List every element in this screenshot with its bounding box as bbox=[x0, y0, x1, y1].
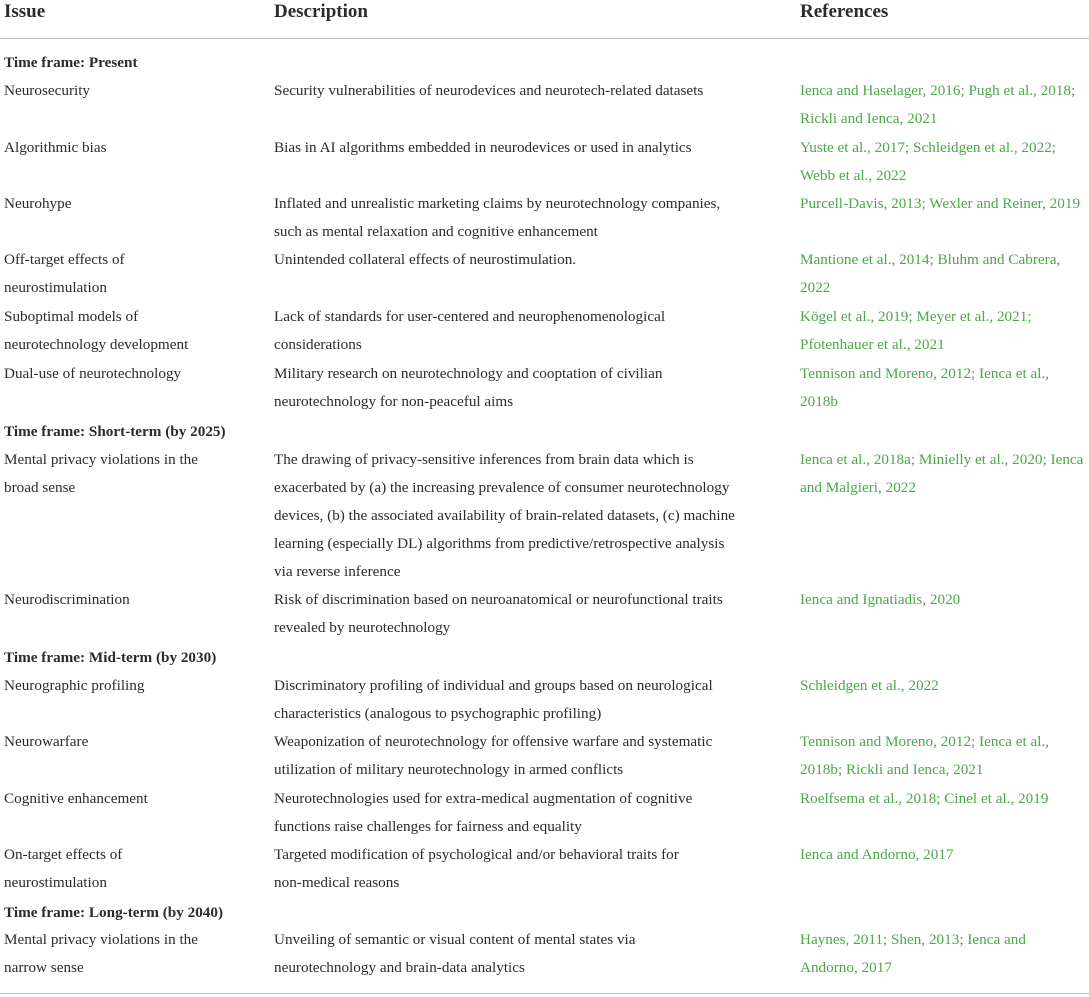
description-cell bbox=[274, 446, 774, 586]
desc-line: such as mental relaxation and cognitive enhancement bbox=[274, 223, 598, 240]
header-issue: Issue bbox=[4, 1, 46, 22]
description-cell bbox=[274, 841, 774, 897]
desc-line: exacerbated by (a) the increasing prevalence of consumer neurotechnology bbox=[274, 479, 730, 496]
refs-line[interactable]: Ienca and Haselager, 2016; Pugh et al., 2018; bbox=[800, 82, 1076, 99]
issue-cell bbox=[4, 134, 266, 162]
header-references: References bbox=[800, 1, 889, 22]
refs-line[interactable]: 2022 bbox=[800, 279, 831, 296]
issue-line: Suboptimal models of bbox=[4, 308, 139, 325]
refs-line[interactable]: 2018b; Rickli and Ienca, 2021 bbox=[800, 761, 984, 778]
references-cell[interactable] bbox=[800, 672, 1089, 700]
section-mid-term: Time frame: Mid-term (by 2030) bbox=[4, 649, 217, 666]
description-cell bbox=[274, 926, 774, 982]
desc-line: The drawing of privacy-sensitive inferences from brain data which is bbox=[274, 451, 694, 468]
description-cell bbox=[274, 134, 774, 162]
desc-line: learning (especially DL) algorithms from predictive/retrospective analysis bbox=[274, 535, 725, 552]
issue-cell bbox=[4, 246, 266, 302]
issue-cell bbox=[4, 841, 266, 897]
references-cell[interactable] bbox=[800, 728, 1089, 784]
refs-line[interactable]: Tennison and Moreno, 2012; Ienca et al., bbox=[800, 733, 1050, 750]
desc-line: non-medical reasons bbox=[274, 874, 400, 891]
issue-cell bbox=[4, 586, 266, 614]
desc-line: Neurotechnologies used for extra-medical augmentation of cognitive bbox=[274, 790, 693, 807]
references-cell[interactable] bbox=[800, 446, 1089, 502]
table-header bbox=[0, 0, 1089, 39]
description-cell bbox=[274, 360, 774, 416]
refs-line[interactable]: Schleidgen et al., 2022 bbox=[800, 677, 939, 694]
issue-cell bbox=[4, 360, 266, 388]
refs-line[interactable]: Ienca and Andorno, 2017 bbox=[800, 846, 954, 863]
issue-cell bbox=[4, 926, 266, 982]
references-cell[interactable] bbox=[800, 77, 1089, 133]
issue-line: Neurowarfare bbox=[4, 733, 89, 750]
section-present: Time frame: Present bbox=[4, 54, 138, 71]
issue-line: Mental privacy violations in the bbox=[4, 931, 199, 948]
references-cell[interactable] bbox=[800, 246, 1089, 302]
issue-cell bbox=[4, 446, 266, 502]
issue-line: neurostimulation bbox=[4, 874, 107, 891]
issue-line: Mental privacy violations in the bbox=[4, 451, 199, 468]
refs-line[interactable]: Tennison and Moreno, 2012; Ienca et al., bbox=[800, 365, 1050, 382]
desc-line: utilization of military neurotechnology in armed conflicts bbox=[274, 761, 624, 778]
desc-line: considerations bbox=[274, 336, 362, 353]
issue-line: Neurographic profiling bbox=[4, 677, 145, 694]
issue-line: On-target effects of bbox=[4, 846, 123, 863]
issue-line: Neurodiscrimination bbox=[4, 591, 130, 608]
description-cell bbox=[274, 728, 774, 784]
refs-line[interactable]: and Malgieri, 2022 bbox=[800, 479, 916, 496]
desc-line: Lack of standards for user-centered and neurophenomenological bbox=[274, 308, 666, 325]
issue-line: Dual-use of neurotechnology bbox=[4, 365, 182, 382]
refs-line[interactable]: Roelfsema et al., 2018; Cinel et al., 2019 bbox=[800, 790, 1049, 807]
references-cell[interactable] bbox=[800, 134, 1089, 190]
description-cell bbox=[274, 785, 774, 841]
references-cell[interactable] bbox=[800, 303, 1089, 359]
desc-line: Targeted modification of psychological and/or behavioral traits for bbox=[274, 846, 679, 863]
issue-cell bbox=[4, 728, 266, 756]
issue-cell bbox=[4, 77, 266, 105]
description-cell bbox=[274, 303, 774, 359]
issue-line: Off-target effects of bbox=[4, 251, 125, 268]
issue-line: broad sense bbox=[4, 479, 76, 496]
desc-line: Unintended collateral effects of neurostimulation. bbox=[274, 251, 577, 268]
desc-line: Bias in AI algorithms embedded in neurodevices or used in analytics bbox=[274, 139, 692, 156]
refs-line[interactable]: Kögel et al., 2019; Meyer et al., 2021; bbox=[800, 308, 1032, 325]
desc-line: via reverse inference bbox=[274, 563, 401, 580]
desc-line: revealed by neurotechnology bbox=[274, 619, 451, 636]
desc-line: Military research on neurotechnology and cooptation of civilian bbox=[274, 365, 663, 382]
description-cell bbox=[274, 190, 774, 246]
desc-line: functions raise challenges for fairness and equality bbox=[274, 818, 582, 835]
issue-line: neurostimulation bbox=[4, 279, 107, 296]
desc-line: neurotechnology and brain-data analytics bbox=[274, 959, 525, 976]
refs-line[interactable]: Pfotenhauer et al., 2021 bbox=[800, 336, 945, 353]
description-cell bbox=[274, 77, 774, 105]
refs-line[interactable]: Ienca and Ignatiadis, 2020 bbox=[800, 591, 961, 608]
desc-line: Unveiling of semantic or visual content of mental states via bbox=[274, 931, 636, 948]
issue-line: Neurosecurity bbox=[4, 82, 91, 99]
refs-line[interactable]: Webb et al., 2022 bbox=[800, 167, 907, 184]
refs-line[interactable]: Haynes, 2011; Shen, 2013; Ienca and bbox=[800, 931, 1026, 948]
references-cell[interactable] bbox=[800, 360, 1089, 416]
desc-line: Security vulnerabilities of neurodevices and neurotech-related datasets bbox=[274, 82, 704, 99]
section-long-term: Time frame: Long-term (by 2040) bbox=[4, 904, 224, 921]
desc-line: Risk of discrimination based on neuroanatomical or neurofunctional traits bbox=[274, 591, 723, 608]
issue-line: Cognitive enhancement bbox=[4, 790, 148, 807]
issue-line: Algorithmic bias bbox=[4, 139, 107, 156]
description-cell bbox=[274, 246, 774, 274]
issue-line: Neurohype bbox=[4, 195, 72, 212]
refs-line[interactable]: Rickli and Ienca, 2021 bbox=[800, 110, 938, 127]
refs-line[interactable]: Purcell-Davis, 2013; Wexler and Reiner, 2019 bbox=[800, 195, 1081, 212]
desc-line: Inflated and unrealistic marketing claims by neurotechnology companies, bbox=[274, 195, 721, 212]
desc-line: Weaponization of neurotechnology for offensive warfare and systematic bbox=[274, 733, 713, 750]
refs-line[interactable]: 2018b bbox=[800, 393, 838, 410]
refs-line[interactable]: Andorno, 2017 bbox=[800, 959, 892, 976]
table-bottom-rule bbox=[0, 993, 1089, 994]
section-short-term: Time frame: Short-term (by 2025) bbox=[4, 423, 226, 440]
references-cell[interactable] bbox=[800, 926, 1089, 982]
references-cell[interactable] bbox=[800, 190, 1089, 218]
description-cell bbox=[274, 672, 774, 728]
issue-cell bbox=[4, 303, 266, 359]
issue-cell bbox=[4, 785, 266, 813]
desc-line: neurotechnology for non-peaceful aims bbox=[274, 393, 514, 410]
references-cell[interactable] bbox=[800, 586, 1089, 614]
refs-line[interactable]: Mantione et al., 2014; Bluhm and Cabrera, bbox=[800, 251, 1061, 268]
desc-line: devices, (b) the associated availability of brain-related datasets, (c) machine bbox=[274, 507, 735, 524]
issue-cell bbox=[4, 672, 266, 700]
refs-line[interactable]: Ienca et al., 2018a; Minielly et al., 2020; Ienca bbox=[800, 451, 1084, 468]
desc-line: characteristics (analogous to psychographic profiling) bbox=[274, 705, 602, 722]
refs-line[interactable]: Yuste et al., 2017; Schleidgen et al., 2022; bbox=[800, 139, 1057, 156]
references-cell[interactable] bbox=[800, 785, 1089, 813]
desc-line: Discriminatory profiling of individual and groups based on neurological bbox=[274, 677, 713, 694]
issue-line: neurotechnology development bbox=[4, 336, 189, 353]
references-cell[interactable] bbox=[800, 841, 1089, 869]
issue-line: narrow sense bbox=[4, 959, 84, 976]
description-cell bbox=[274, 586, 774, 642]
header-description: Description bbox=[274, 1, 368, 22]
issue-cell bbox=[4, 190, 266, 218]
